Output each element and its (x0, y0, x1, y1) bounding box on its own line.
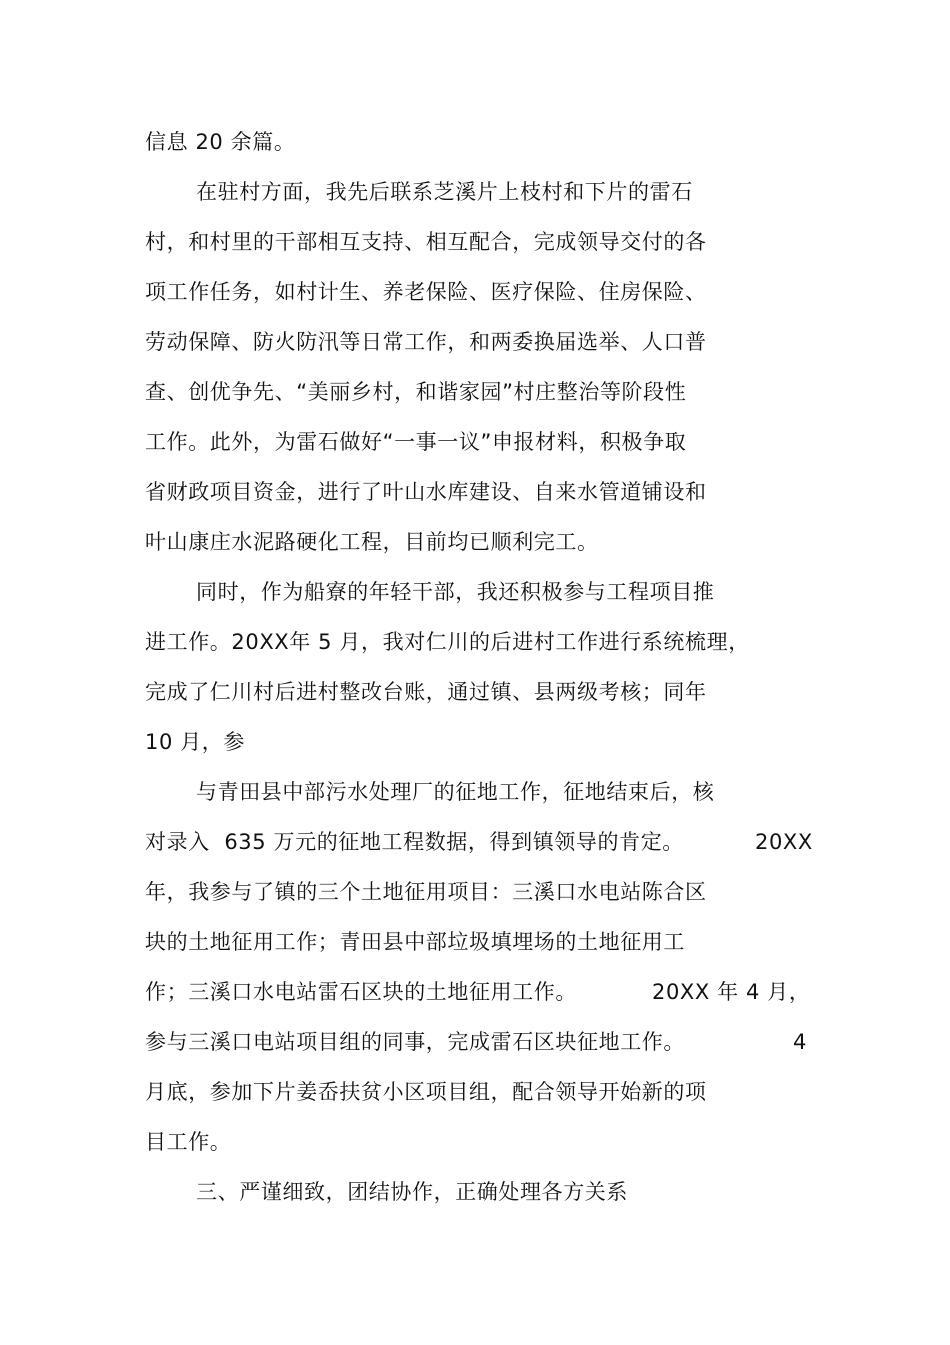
text-line: 对录入 635 万元的征地工程数据，得到镇领导的肯定。 (145, 830, 684, 854)
text-line: 村，和村里的干部相互支持、相互配合，完成领导交付的各 (145, 230, 707, 254)
text-line: 劳动保障、防火防汛等日常工作，和两委换届选举、人口普 (145, 330, 707, 354)
text-line: 项工作任务，如村计生、养老保险、医疗保险、住房保险、 (145, 280, 707, 304)
text-fragment: 20XX (755, 830, 813, 854)
text-line: 信息 20 余篇。 (145, 130, 296, 154)
paragraph-start-line: 与青田县中部污水处理厂的征地工作，征地结束后，核 (196, 780, 715, 804)
text-line: 进工作。20XX年 5 月，我对仁川的后进村工作进行系统梳理， (145, 630, 750, 654)
text-line: 块的土地征用工作；青田县中部垃圾填埋场的土地征用工 (145, 930, 685, 954)
text-fragment: 20XX 年 4 月， (652, 980, 811, 1004)
text-line: 年，我参与了镇的三个土地征用项目：三溪口水电站陈合区 (145, 880, 707, 904)
text-line: 省财政项目资金，进行了叶山水库建设、自来水管道铺设和 (145, 480, 707, 504)
paragraph-start-line: 在驻村方面，我先后联系芝溪片上枝村和下片的雷石 (196, 180, 693, 204)
text-line: 工作。此外，为雷石做好“一事一议”申报材料，积极争取 (145, 430, 687, 454)
text-line: 叶山康庄水泥路硬化工程，目前均已顺利完工。 (145, 530, 599, 554)
text-line: 查、创优争先、“美丽乡村，和谐家园”村庄整治等阶段性 (145, 380, 687, 404)
paragraph-start-line: 同时，作为船寮的年轻干部，我还积极参与工程项目推 (196, 580, 715, 604)
text-line: 完成了仁川村后进村整改台账，通过镇、县两级考核；同年 (145, 680, 707, 704)
text-fragment: 4 (793, 1030, 807, 1054)
text-line: 参与三溪口电站项目组的同事，完成雷石区块征地工作。 (145, 1030, 685, 1054)
section-heading: 三、严谨细致，团结协作，正确处理各方关系 (196, 1180, 628, 1204)
text-line: 作；三溪口水电站雷石区块的土地征用工作。 (145, 980, 577, 1004)
text-line: 10 月，参 (145, 730, 245, 754)
text-line: 月底，参加下片姜岙扶贫小区项目组，配合领导开始新的项 (145, 1080, 707, 1104)
text-line: 目工作。 (145, 1130, 232, 1154)
